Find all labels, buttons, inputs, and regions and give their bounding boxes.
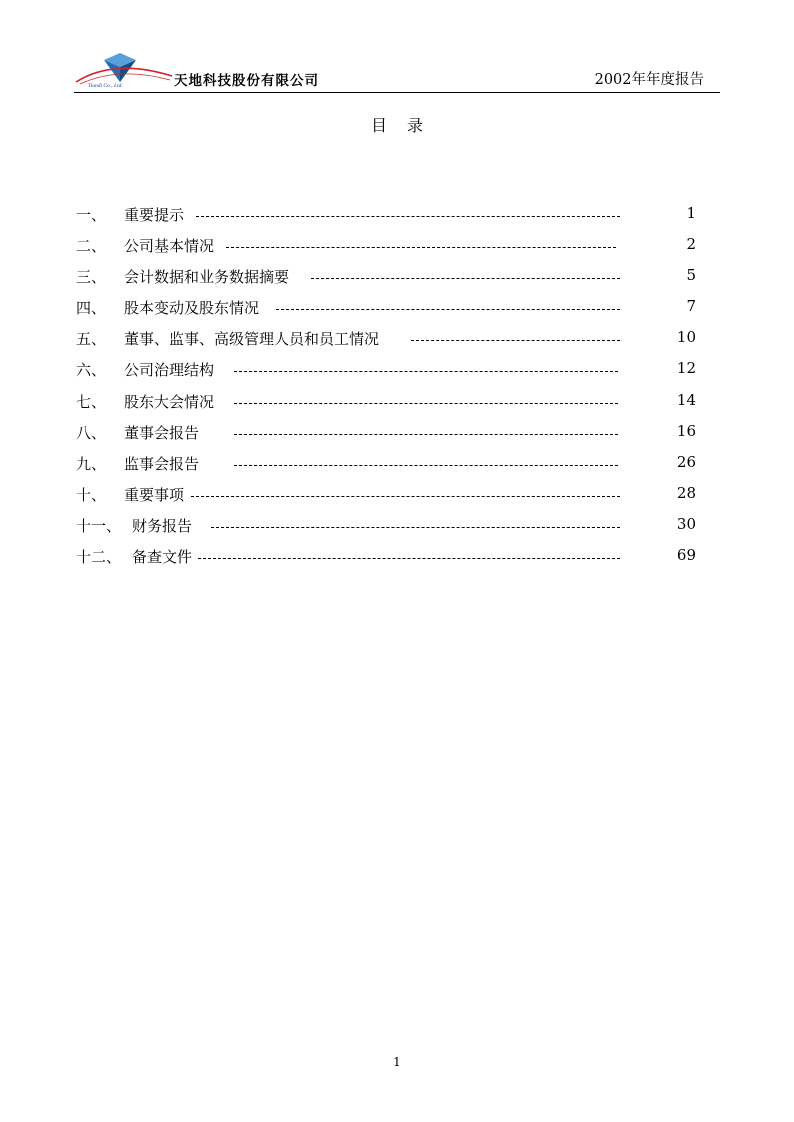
table-of-contents (76, 200, 706, 573)
toc-label: 公司基本情况 (124, 237, 215, 256)
toc-leader-dots (234, 387, 618, 404)
toc-number: 二、 (76, 237, 107, 256)
toc-row[interactable] (76, 355, 706, 386)
toc-label: 董事、监事、高级管理人员和员工情况 (124, 330, 380, 349)
toc-row[interactable] (76, 324, 706, 355)
company-name: 天地科技股份有限公司 (174, 73, 319, 89)
toc-label: 备查文件 (132, 548, 193, 567)
toc-label: 公司治理结构 (124, 361, 215, 380)
toc-leader-dots (411, 324, 620, 341)
toc-row[interactable] (76, 231, 706, 262)
toc-row[interactable] (76, 262, 706, 293)
toc-leader-dots (196, 200, 620, 217)
toc-page-number: 30 (676, 514, 696, 533)
toc-label: 财务报告 (132, 516, 193, 535)
toc-page-number: 14 (676, 390, 696, 409)
toc-row[interactable] (76, 387, 706, 418)
toc-leader-dots (198, 542, 620, 559)
toc-page-number: 5 (686, 266, 696, 285)
toc-row[interactable] (76, 418, 706, 449)
toc-number: 十二、 (76, 548, 122, 567)
toc-number: 七、 (76, 392, 107, 411)
toc-number: 六、 (76, 361, 107, 380)
toc-page-number: 26 (676, 452, 696, 471)
toc-leader-dots (191, 480, 620, 497)
footer-page-number: 1 (393, 1055, 401, 1069)
toc-label: 监事会报告 (124, 454, 200, 473)
toc-page-number: 1 (686, 204, 696, 222)
toc-row[interactable] (76, 449, 706, 480)
toc-number: 一、 (76, 206, 107, 224)
toc-row[interactable] (76, 480, 706, 511)
toc-page-number: 10 (676, 328, 696, 347)
logo-text: Tiandi Co., Ltd. (88, 83, 123, 88)
toc-leader-dots (211, 511, 620, 528)
toc-leader-dots (276, 293, 620, 310)
toc-label: 董事会报告 (124, 423, 200, 442)
toc-leader-dots (234, 418, 618, 435)
toc-label: 股本变动及股东情况 (124, 299, 260, 318)
toc-page-number: 16 (676, 421, 696, 440)
toc-row[interactable] (76, 542, 706, 573)
toc-number: 五、 (76, 330, 107, 349)
toc-label: 会计数据和业务数据摘要 (124, 268, 290, 287)
toc-number: 九、 (76, 454, 107, 473)
toc-row[interactable] (76, 511, 706, 542)
toc-number: 三、 (76, 268, 107, 287)
toc-row[interactable] (76, 200, 706, 231)
company-logo (74, 52, 174, 88)
toc-title: 目录 (370, 116, 443, 135)
toc-page-number: 7 (686, 297, 696, 316)
toc-number: 四、 (76, 299, 107, 318)
page-header (74, 50, 720, 93)
toc-row[interactable] (76, 293, 706, 324)
toc-page-number: 28 (676, 483, 696, 502)
toc-leader-dots (234, 355, 618, 372)
toc-page-number: 12 (676, 359, 696, 378)
toc-leader-dots (311, 262, 620, 279)
toc-label: 重要事项 (124, 485, 185, 504)
report-title: 2002年年度报告 (594, 72, 704, 88)
toc-leader-dots (234, 449, 618, 466)
toc-number: 八、 (76, 423, 107, 442)
toc-number: 十、 (76, 485, 107, 504)
toc-number: 十一、 (76, 516, 122, 535)
toc-page-number: 2 (686, 235, 696, 254)
toc-page-number: 69 (676, 546, 696, 565)
toc-label: 股东大会情况 (124, 392, 215, 411)
toc-leader-dots (226, 231, 616, 248)
toc-label: 重要提示 (124, 206, 185, 224)
